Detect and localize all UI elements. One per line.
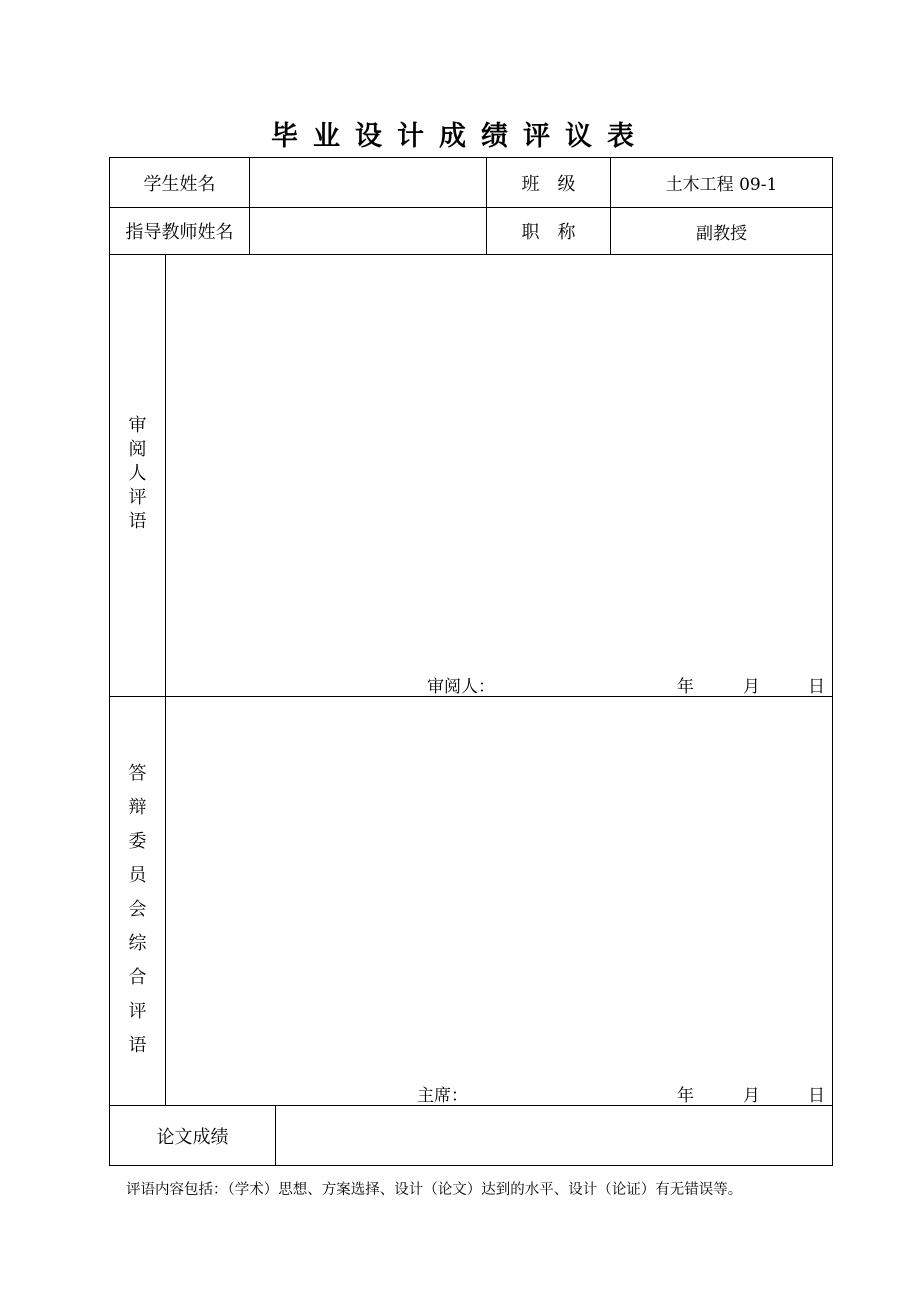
thesis-grade-label: 论文成绩: [156, 1126, 229, 1148]
reviewer-day-label: 日: [808, 677, 825, 697]
vertical-char: 评: [128, 1001, 147, 1022]
vertical-char: 阅: [128, 439, 147, 460]
chair-signer-label: 主席：: [417, 1086, 468, 1106]
vertical-char: 评: [128, 487, 147, 508]
vertical-char: 委: [128, 831, 147, 852]
vertical-char: 审: [128, 415, 147, 436]
committee-month-label: 月: [743, 1086, 760, 1106]
vertical-char: 会: [128, 899, 147, 920]
class-label: 班 级: [521, 173, 576, 195]
reviewer-comment-label: [110, 414, 165, 534]
reviewer-year-label: 年: [677, 677, 694, 697]
vertical-char: 综: [128, 933, 147, 954]
vertical-char: 答: [128, 763, 147, 784]
title-rank-value[interactable]: 副教授: [696, 223, 747, 244]
vertical-char: 语: [128, 511, 147, 532]
footnote: 评语内容包括：（学术）思想、方案选择、设计（论文）达到的水平、设计（论证）有无错误等。: [126, 1182, 743, 1198]
reviewer-signer-label: 审阅人：: [427, 677, 495, 697]
vertical-char: 辩: [128, 797, 147, 818]
reviewer-month-label: 月: [743, 677, 760, 697]
vertical-char: 合: [128, 967, 147, 988]
advisor-name-label: 指导教师姓名: [125, 222, 234, 243]
student-name-label: 学生姓名: [143, 173, 216, 195]
vertical-char: 员: [128, 865, 147, 886]
class-value[interactable]: 土木工程 09-1: [665, 175, 778, 195]
student-name-field[interactable]: [250, 158, 486, 207]
page-title: 毕业设计成绩评议表: [271, 121, 649, 152]
committee-comment-label: [110, 757, 165, 1063]
committee-comment-area[interactable]: [166, 697, 832, 1075]
title-rank-label: 职 称: [521, 222, 576, 243]
committee-day-label: 日: [808, 1086, 825, 1106]
thesis-grade-field[interactable]: [276, 1106, 832, 1165]
committee-year-label: 年: [677, 1086, 694, 1106]
advisor-name-field[interactable]: [250, 208, 486, 254]
vertical-char: 人: [128, 463, 147, 484]
evaluation-form: [109, 157, 833, 1166]
vertical-char: 语: [128, 1035, 147, 1056]
reviewer-comment-area[interactable]: [166, 255, 832, 665]
